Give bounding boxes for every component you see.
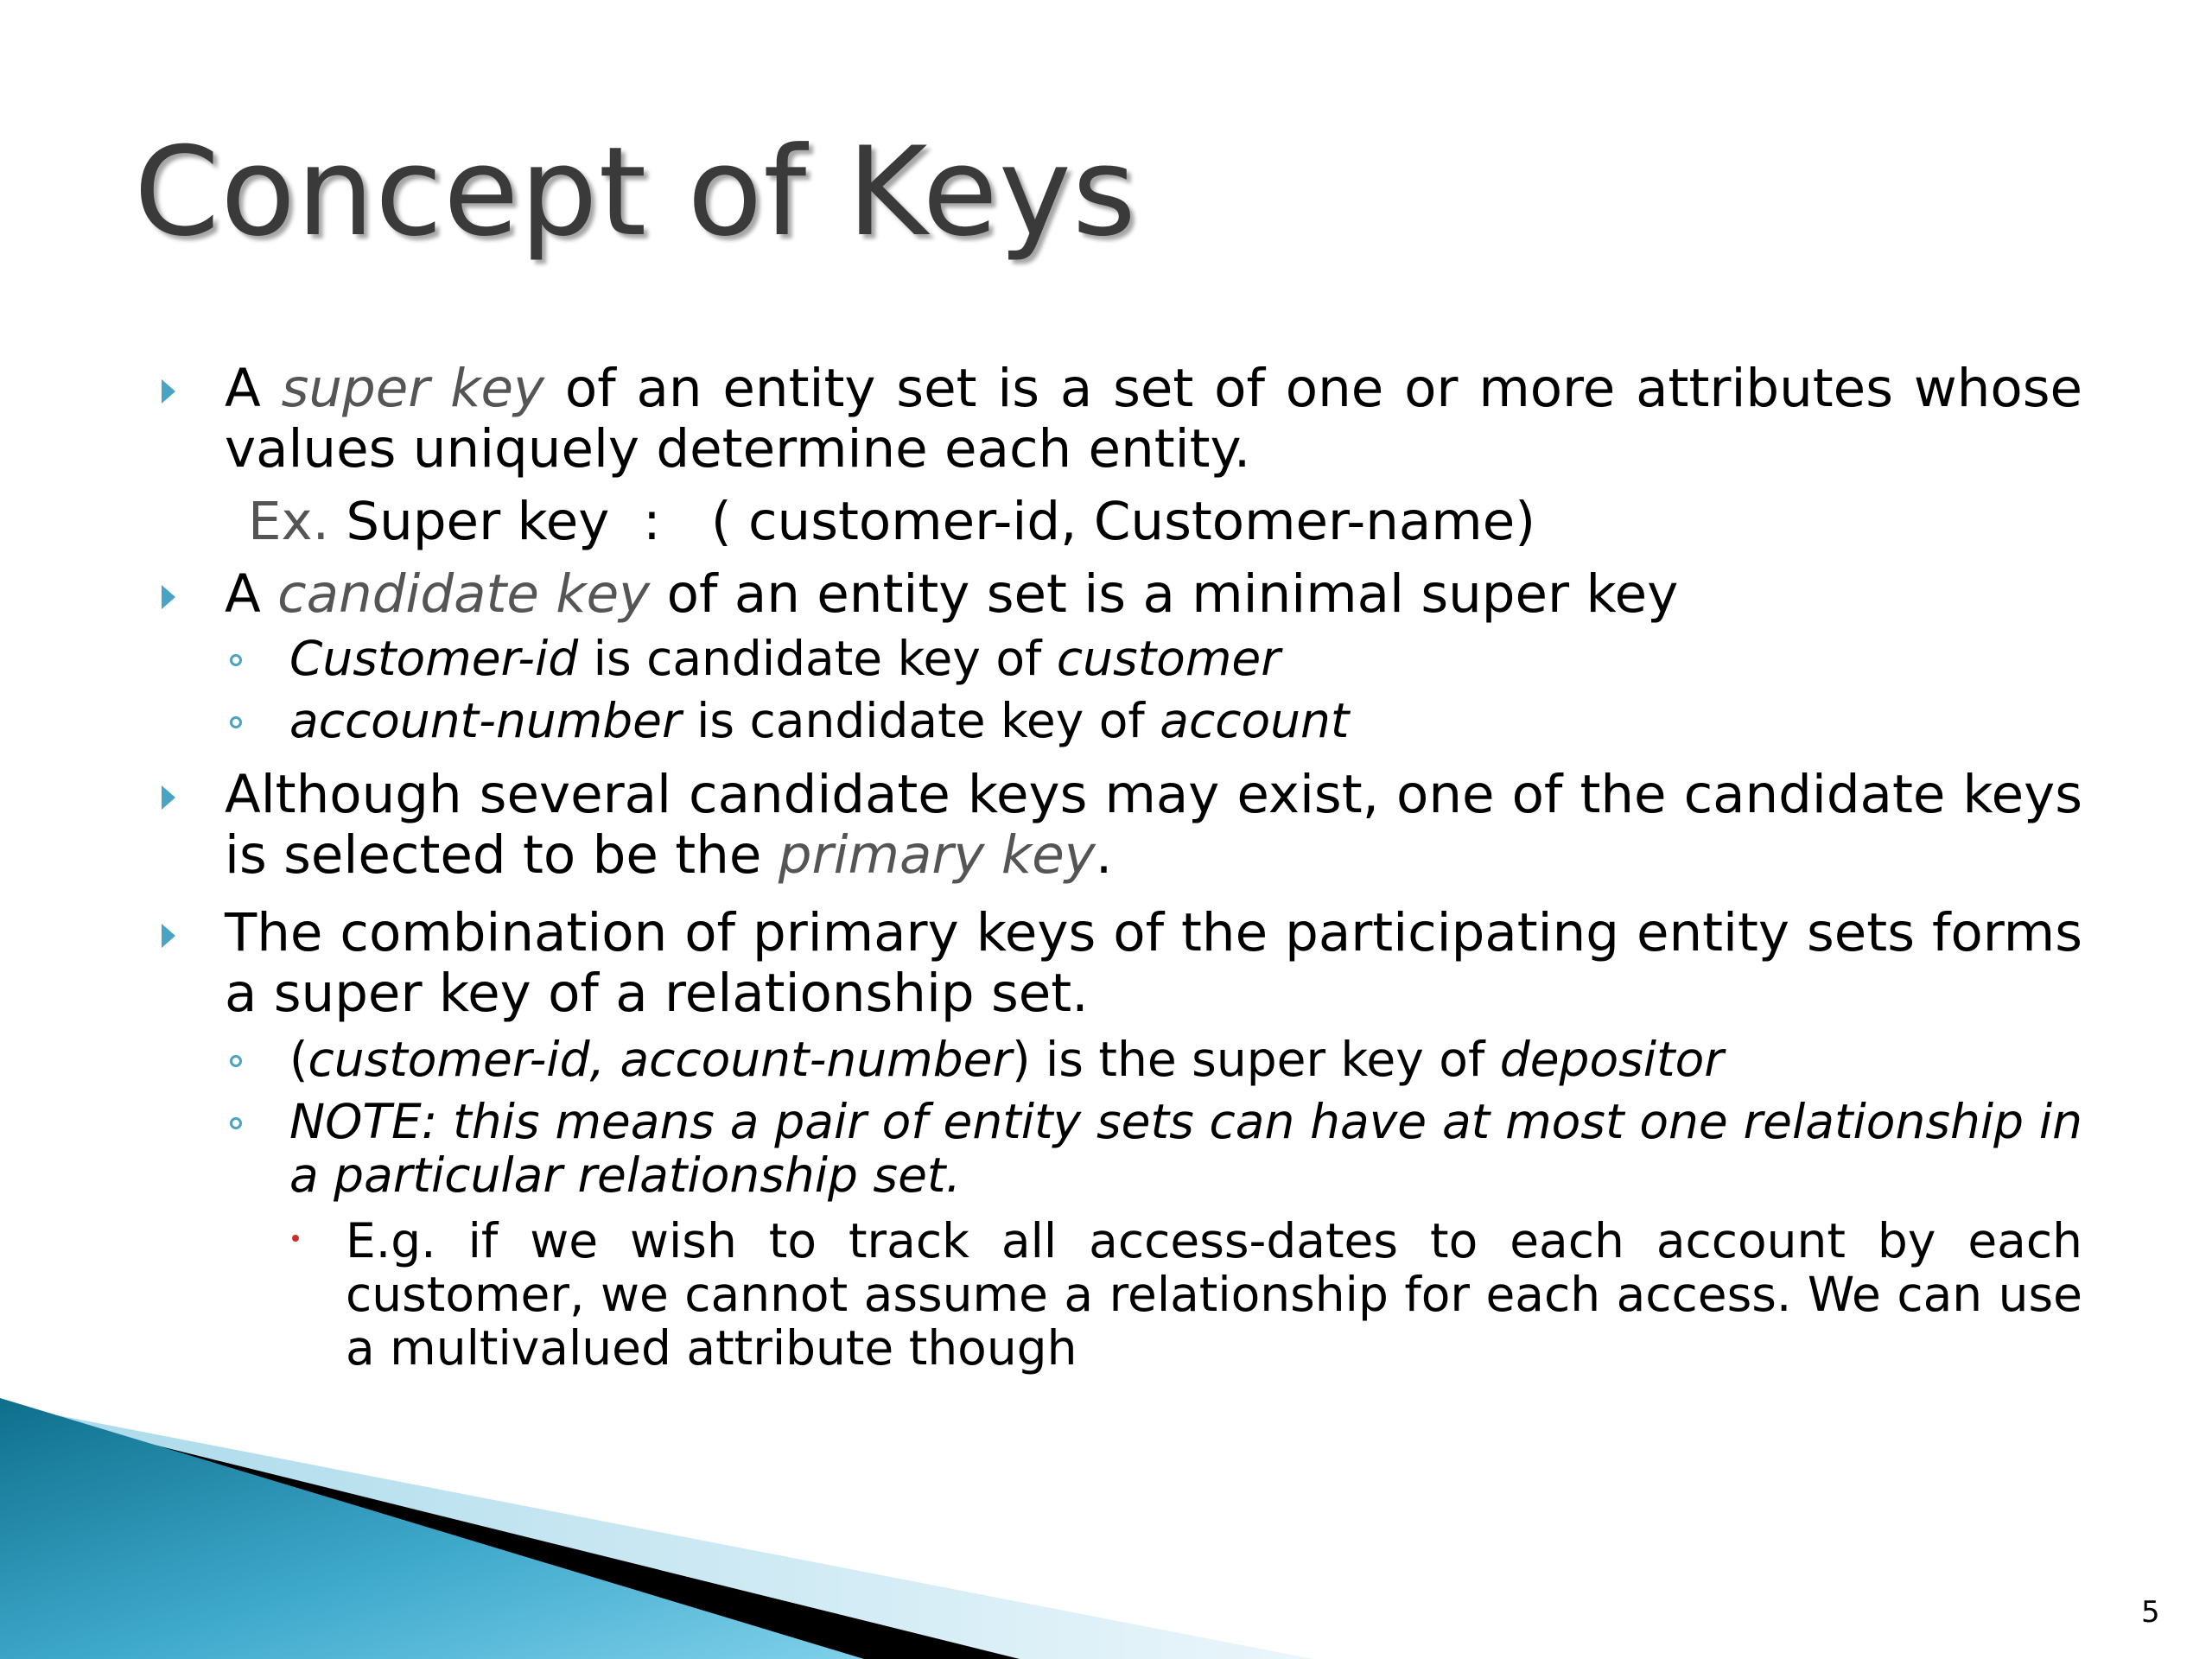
bullet-relationship-super-key: [156, 903, 2082, 1024]
sub-sub-bullet-example: [156, 1214, 2082, 1375]
bullet-text-prefix: Although several candidate keys may exist, one of the candidate keys is selected to be the: [225, 764, 2082, 886]
sub-bullet-customer-id: [156, 632, 2082, 685]
example-text: Super key : ( customer-id, Customer-name): [329, 491, 1536, 552]
slide-title: Concept of Keys: [134, 121, 1137, 264]
entity-depositor: depositor: [1499, 1032, 1724, 1087]
entity-customer: customer: [1056, 631, 1281, 686]
term-customer-account-pair: customer-id, account-number: [308, 1032, 1013, 1087]
circle-bullet-icon: [230, 1055, 242, 1067]
bullet-candidate-key: [156, 564, 2082, 625]
bullet-text-prefix: A: [225, 358, 282, 419]
page-number: 5: [2141, 1595, 2160, 1630]
bullet-text-prefix: A: [225, 563, 278, 625]
term-customer-id: Customer-id: [289, 631, 579, 686]
term-candidate-key: candidate key: [277, 563, 651, 625]
sub-bullet-text: is candidate key of: [578, 631, 1057, 686]
sub-bullet-text: ) is the super key of: [1012, 1032, 1500, 1087]
example-label: Ex.: [248, 491, 330, 552]
bullet-primary-key: [156, 765, 2082, 886]
example-text: E.g. if we wish to track all access-dates to each account by each customer, we cannot assume a relationship for each access. We can use a multivalued attribute though: [346, 1213, 2082, 1376]
circle-bullet-icon: [230, 716, 242, 728]
sub-bullet-account-number: [156, 694, 2082, 747]
triangle-bullet-icon: [162, 924, 175, 948]
sub-bullet-text: is candidate key of: [681, 693, 1160, 748]
bullet-super-key: [156, 359, 2082, 480]
circle-bullet-icon: [230, 654, 242, 666]
sub-bullet-note: [156, 1095, 2082, 1202]
bullet-text-rest: of an entity set is a minimal super key: [650, 563, 1679, 625]
term-account-number: account-number: [289, 693, 682, 748]
bullet-text-suffix: .: [1095, 824, 1113, 886]
circle-bullet-icon: [230, 1117, 242, 1129]
bullet-text-rest: of an entity set is a set of one or more attributes whose values uniquely determine each entity.: [225, 358, 2082, 480]
slide-body: [156, 359, 2082, 1375]
term-super-key: super key: [281, 358, 545, 419]
triangle-bullet-icon: [162, 379, 175, 404]
term-primary-key: primary key: [778, 824, 1096, 886]
triangle-bullet-icon: [162, 585, 175, 609]
sub-bullet-depositor: [156, 1033, 2082, 1086]
bullet-text: The combination of primary keys of the participating entity sets forms a super key of a relationship set.: [225, 902, 2082, 1024]
example-line: [156, 492, 2082, 552]
entity-account: account: [1160, 693, 1350, 748]
dot-bullet-icon: [292, 1235, 299, 1242]
note-text: NOTE: this means a pair of entity sets can have at most one relationship in a particular relationship set.: [289, 1094, 2082, 1203]
paren-open: (: [289, 1032, 308, 1087]
triangle-bullet-icon: [162, 785, 175, 810]
